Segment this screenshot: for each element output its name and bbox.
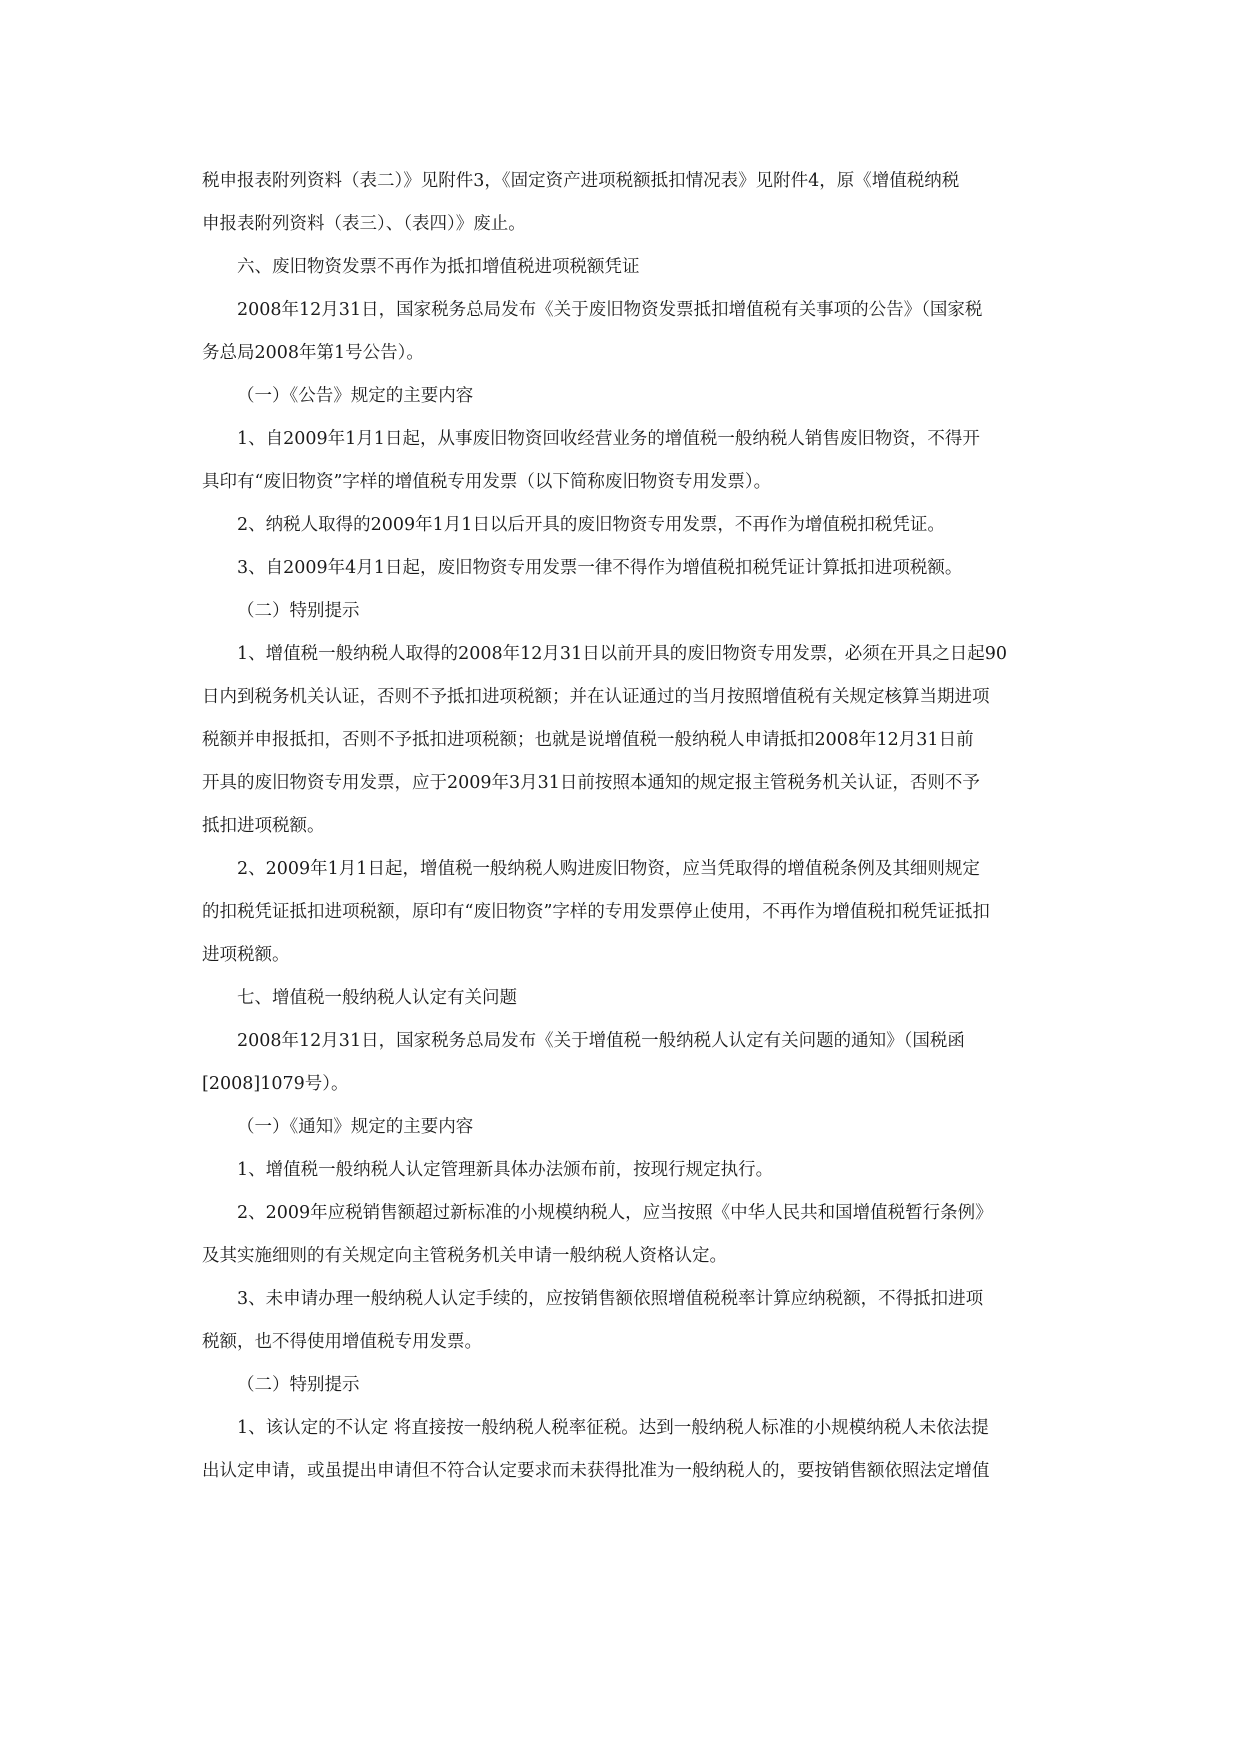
text-line: 税额并申报抵扣，否则不予抵扣进项税额；也就是说增值税一般纳税人申请抵扣2008年12月31日前 xyxy=(202,730,974,750)
text-line: （二）特别提示 xyxy=(237,601,360,621)
document-body xyxy=(202,160,1050,1493)
text-line: （一）《通知》规定的主要内容 xyxy=(237,1117,474,1137)
text-line: 1、该认定的不认定 将直接按一般纳税人税率征税。达到一般纳税人标准的小规模纳税人未依法提 xyxy=(237,1418,989,1438)
text-line: 的扣税凭证抵扣进项税额，原印有“废旧物资”字样的专用发票停止使用，不再作为增值税扣税凭证抵扣 xyxy=(202,902,990,922)
text-line: 开具的废旧物资专用发票，应于2009年3月31日前按照本通知的规定报主管税务机关认证，否则不予 xyxy=(202,773,980,793)
text-line: 3、自2009年4月1日起，废旧物资专用发票一律不得作为增值税扣税凭证计算抵扣进项税额。 xyxy=(237,558,963,578)
text-line: 1、自2009年1月1日起，从事废旧物资回收经营业务的增值税一般纳税人销售废旧物资，不得开 xyxy=(237,429,980,449)
text-line: 3、未申请办理一般纳税人认定手续的，应按销售额依照增值税税率计算应纳税额，不得抵扣进项 xyxy=(237,1289,984,1309)
text-line: 2、2009年应税销售额超过新标准的小规模纳税人，应当按照《中华人民共和国增值税暂行条例》 xyxy=(237,1203,993,1223)
text-line: （二）特别提示 xyxy=(237,1375,360,1395)
text-line: 及其实施细则的有关规定向主管税务机关申请一般纳税人资格认定。 xyxy=(202,1246,727,1266)
text-line: 六、废旧物资发票不再作为抵扣增值税进项税额凭证 xyxy=(237,257,640,277)
text-line: 税申报表附列资料（表二）》见附件3，《固定资产进项税额抵扣情况表》见附件4，原《增值税纳税 xyxy=(202,171,960,191)
text-line: 务总局2008年第1号公告）。 xyxy=(202,343,424,363)
text-line: 1、增值税一般纳税人取得的2008年12月31日以前开具的废旧物资专用发票，必须在开具之日起90 xyxy=(237,644,1007,664)
text-line: 进项税额。 xyxy=(202,945,290,965)
text-line: 2、纳税人取得的2009年1月1日以后开具的废旧物资专用发票，不再作为增值税扣税凭证。 xyxy=(237,515,945,535)
text-line: 税额，也不得使用增值税专用发票。 xyxy=(202,1332,482,1352)
text-line: 2008年12月31日，国家税务总局发布《关于废旧物资发票抵扣增值税有关事项的公告》（国家税 xyxy=(237,300,983,320)
text-line: 日内到税务机关认证，否则不予抵扣进项税额；并在认证通过的当月按照增值税有关规定核算当期进项 xyxy=(202,687,990,707)
text-line: 申报表附列资料（表三）、（表四）》废止。 xyxy=(202,214,526,234)
text-line: 七、增值税一般纳税人认定有关问题 xyxy=(237,988,517,1008)
text-line: （一）《公告》规定的主要内容 xyxy=(237,386,474,406)
text-line: 1、增值税一般纳税人认定管理新具体办法颁布前，按现行规定执行。 xyxy=(237,1160,774,1180)
text-line: 抵扣进项税额。 xyxy=(202,816,325,836)
text-line: 出认定申请，或虽提出申请但不符合认定要求而未获得批准为一般纳税人的，要按销售额依照法定增值 xyxy=(202,1461,990,1481)
text-line: [2008]1079号）。 xyxy=(202,1074,349,1094)
text-line: 具印有“废旧物资”字样的增值税专用发票（以下简称废旧物资专用发票）。 xyxy=(202,472,772,492)
text-line: 2、2009年1月1日起，增值税一般纳税人购进废旧物资，应当凭取得的增值税条例及其细则规定 xyxy=(237,859,980,879)
text-line: 2008年12月31日，国家税务总局发布《关于增值税一般纳税人认定有关问题的通知》（国税函 xyxy=(237,1031,965,1051)
